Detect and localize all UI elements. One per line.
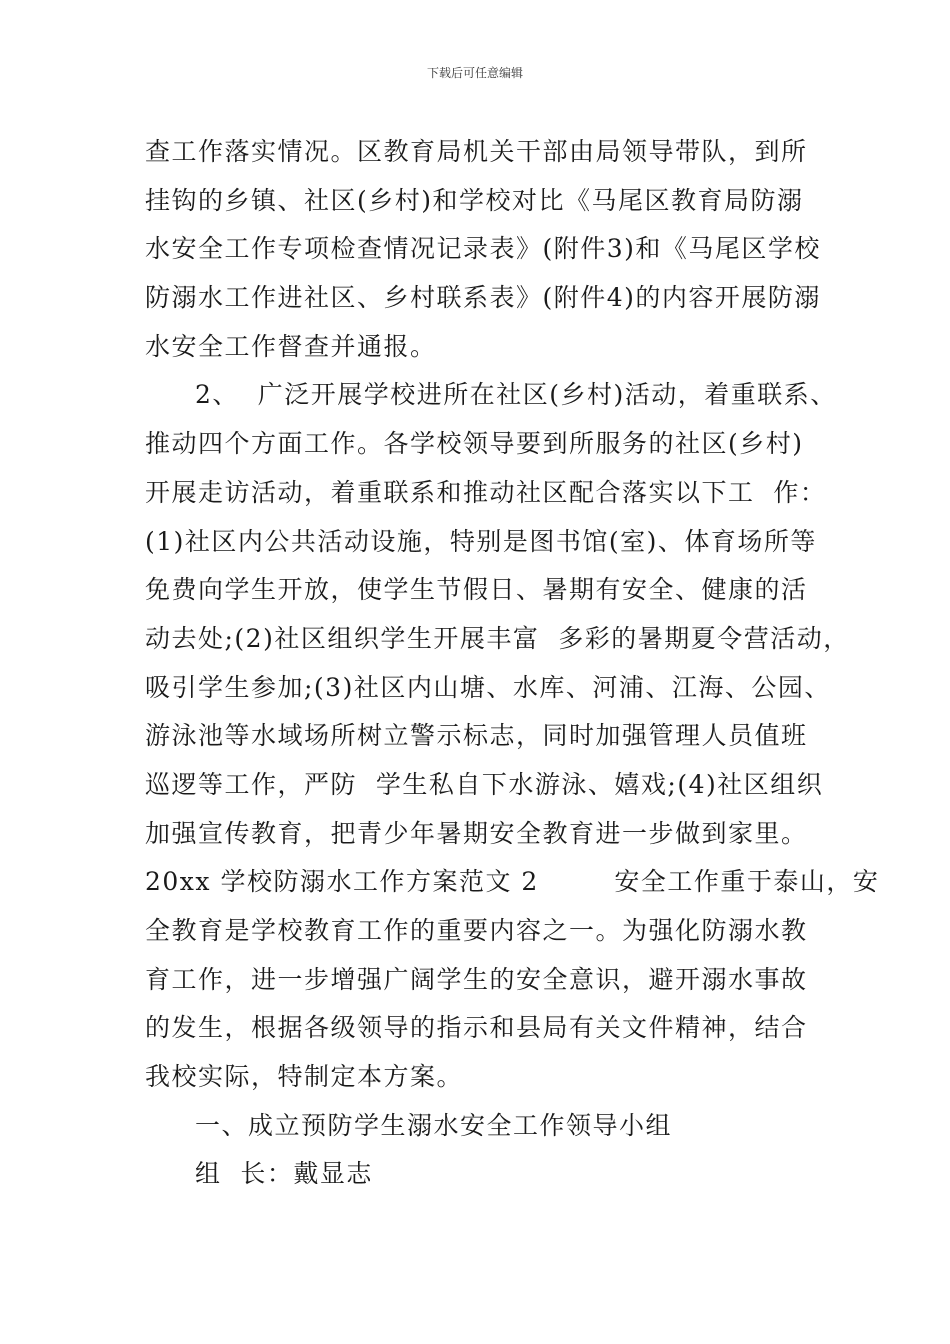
text-line: (1)社区内公共活动设施，特别是图书馆(室)、体育场所等: [145, 526, 817, 556]
text-line: 查工作落实情况。区教育局机关干部由局领导带队，到所: [145, 137, 808, 166]
text-line: 挂钩的乡镇、社区(乡村)和学校对比《马尾区教育局防溺: [145, 185, 804, 215]
text-line: 开展走访活动，着重联系和推动社区配合落实以下工 作：: [145, 477, 827, 507]
text-line: 的发生，根据各级领导的指示和县局有关文件精神，结合: [145, 1013, 808, 1043]
section-heading-line: 20xx 学校防溺水工作方案范文 2 安全工作重于泰山，安: [145, 867, 880, 897]
text-line: 动去处;(2)社区组织学生开展丰富 多彩的暑期夏令营活动，: [145, 623, 850, 653]
document-body: [145, 128, 880, 1199]
text-line: 育工作，进一步增强广阔学生的安全意识，避开溺水事故: [145, 964, 808, 994]
text-line: 全教育是学校教育工作的重要内容之一。为强化防溺水教: [145, 916, 808, 945]
text-line: 防溺水工作进社区、乡村联系表》(附件4)的内容开展防溺: [145, 283, 821, 313]
text-line: 免费向学生开放，使学生节假日、暑期有安全、健康的活: [145, 575, 808, 605]
text-line: 水安全工作督查并通报。: [145, 331, 437, 361]
text-line: 推动四个方面工作。各学校领导要到所服务的社区(乡村): [145, 429, 804, 459]
text-line: 2、 广泛开展学校进所在社区(乡村)活动，着重联系、: [195, 380, 837, 410]
text-line: 我校实际，特制定本方案。: [145, 1062, 464, 1092]
text-line: 巡逻等工作，严防 学生私自下水游泳、嬉戏;(4)社区组织: [145, 769, 824, 799]
leader-line: 组 长：戴显志: [195, 1159, 373, 1189]
subsection-heading: 一、成立预防学生溺水安全工作领导小组: [195, 1110, 673, 1140]
text-line: 吸引学生参加;(3)社区内山塘、水库、河浦、江海、公园、: [145, 672, 831, 702]
text-line: 游泳池等水域场所树立警示标志，同时加强管理人员值班: [145, 721, 808, 751]
text-line: 水安全工作专项检查情况记录表》(附件3)和《马尾区学校: [145, 234, 821, 264]
text-line: 加强宣传教育，把青少年暑期安全教育进一步做到家里。: [145, 818, 808, 848]
page-header-note: 下载后可任意编辑: [426, 66, 523, 80]
